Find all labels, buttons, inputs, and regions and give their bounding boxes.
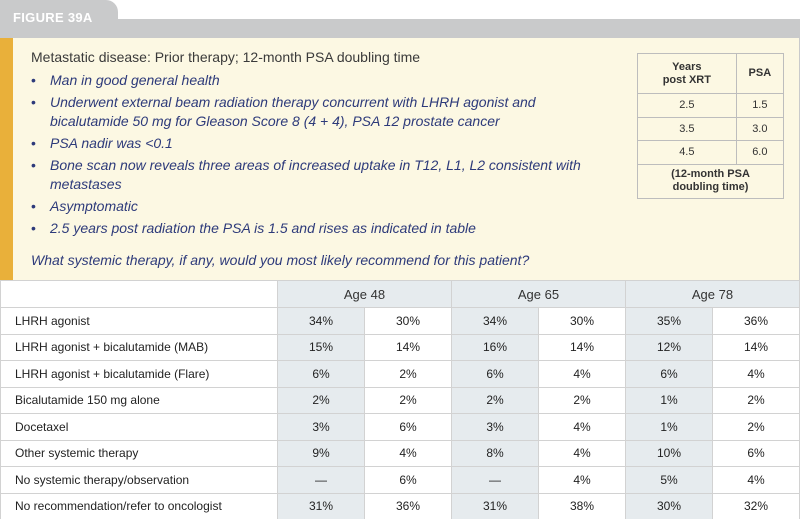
row-label: Bicalutamide 150 mg alone bbox=[1, 387, 278, 414]
table-row bbox=[1, 387, 800, 414]
table-cell: 32% bbox=[713, 493, 800, 519]
table-cell: 6% bbox=[452, 361, 539, 388]
table-row bbox=[1, 493, 800, 519]
bullet-icon: • bbox=[31, 72, 36, 88]
psa-table bbox=[637, 53, 784, 199]
table-cell: 30% bbox=[365, 308, 452, 335]
group-header-age-48: Age 48 bbox=[278, 281, 452, 308]
table-cell: 3% bbox=[452, 414, 539, 441]
bullet-icon: • bbox=[31, 198, 36, 214]
table-cell: 9% bbox=[278, 440, 365, 467]
list-item bbox=[31, 156, 591, 194]
table-cell: 4% bbox=[539, 440, 626, 467]
list-item bbox=[31, 197, 591, 216]
table-cell: 6% bbox=[365, 467, 452, 494]
table-cell: 2% bbox=[365, 387, 452, 414]
row-label: LHRH agonist bbox=[1, 308, 278, 335]
table-cell: 30% bbox=[626, 493, 713, 519]
table-cell: 6% bbox=[278, 361, 365, 388]
table-cell: — bbox=[278, 467, 365, 494]
group-header-age-78: Age 78 bbox=[626, 281, 800, 308]
row-label: Other systemic therapy bbox=[1, 440, 278, 467]
note-text: doubling time) bbox=[672, 181, 749, 193]
table-cell: 34% bbox=[278, 308, 365, 335]
table-cell: 14% bbox=[539, 334, 626, 361]
bullet-text: PSA nadir was <0.1 bbox=[50, 135, 173, 151]
case-panel bbox=[0, 38, 800, 280]
table-cell: 2.5 bbox=[638, 94, 737, 118]
table-cell: 16% bbox=[452, 334, 539, 361]
table-cell: 3.5 bbox=[638, 117, 737, 141]
bullet-icon: • bbox=[31, 94, 36, 110]
case-question: What systemic therapy, if any, would you most likely recommend for this patient? bbox=[31, 252, 530, 268]
accent-stripe bbox=[0, 38, 13, 280]
table-cell: 2% bbox=[539, 387, 626, 414]
corner-cell bbox=[1, 281, 278, 308]
table-cell: 2% bbox=[452, 387, 539, 414]
table-row bbox=[1, 414, 800, 441]
table-cell: 10% bbox=[626, 440, 713, 467]
table-cell: 14% bbox=[713, 334, 800, 361]
table-cell: 3.0 bbox=[736, 117, 783, 141]
list-item bbox=[31, 93, 591, 131]
table-cell: 8% bbox=[452, 440, 539, 467]
table-cell: 4.5 bbox=[638, 141, 737, 165]
table-cell: 15% bbox=[278, 334, 365, 361]
table-cell: 36% bbox=[713, 308, 800, 335]
table-cell: 36% bbox=[365, 493, 452, 519]
table-cell: 6.0 bbox=[736, 141, 783, 165]
list-item bbox=[31, 71, 591, 90]
case-heading: Metastatic disease: Prior therapy; 12-month PSA doubling time bbox=[31, 49, 421, 65]
table-cell: — bbox=[452, 467, 539, 494]
table-cell: 2% bbox=[713, 414, 800, 441]
bullet-text: Underwent external beam radiation therapy concurrent with LHRH agonist and bicalutamide 50 mg for Gleason Score 8 (4 + 4), PSA 12 prostate cancer bbox=[50, 94, 536, 129]
header-text: post XRT bbox=[662, 73, 711, 86]
table-row bbox=[638, 54, 784, 94]
row-label: Docetaxel bbox=[1, 414, 278, 441]
table-row bbox=[1, 361, 800, 388]
case-bullet-list bbox=[31, 71, 591, 241]
table-cell: 4% bbox=[539, 361, 626, 388]
results-table bbox=[0, 280, 800, 519]
table-cell: 34% bbox=[452, 308, 539, 335]
table-row bbox=[1, 440, 800, 467]
table-cell: 38% bbox=[539, 493, 626, 519]
table-cell: 35% bbox=[626, 308, 713, 335]
table-row bbox=[1, 467, 800, 494]
table-row bbox=[1, 308, 800, 335]
header-text: Years bbox=[672, 60, 702, 73]
note-text: (12-month PSA bbox=[671, 168, 750, 180]
table-note bbox=[638, 164, 784, 198]
table-cell: 31% bbox=[278, 493, 365, 519]
table-cell: 6% bbox=[365, 414, 452, 441]
list-item bbox=[31, 219, 591, 238]
table-cell: 1% bbox=[626, 387, 713, 414]
table-cell: 31% bbox=[452, 493, 539, 519]
table-cell: 2% bbox=[278, 387, 365, 414]
column-header: PSA bbox=[736, 54, 783, 94]
table-cell: 1.5 bbox=[736, 94, 783, 118]
table-row bbox=[638, 141, 784, 165]
table-cell: 4% bbox=[713, 361, 800, 388]
list-item bbox=[31, 134, 591, 153]
row-label: No recommendation/refer to oncologist bbox=[1, 493, 278, 519]
table-cell: 1% bbox=[626, 414, 713, 441]
bullet-text: Bone scan now reveals three areas of increased uptake in T12, L1, L2 consistent with metastases bbox=[50, 157, 581, 192]
bullet-text: Man in good general health bbox=[50, 72, 220, 88]
table-cell: 30% bbox=[539, 308, 626, 335]
bullet-icon: • bbox=[31, 157, 36, 173]
table-cell: 5% bbox=[626, 467, 713, 494]
table-row bbox=[1, 334, 800, 361]
table-cell: 4% bbox=[713, 467, 800, 494]
title-bar bbox=[0, 19, 800, 38]
figure-label: FIGURE 39A bbox=[0, 0, 118, 38]
bullet-text: Asymptomatic bbox=[50, 198, 138, 214]
column-header bbox=[638, 54, 737, 94]
row-label: No systemic therapy/observation bbox=[1, 467, 278, 494]
table-row bbox=[638, 94, 784, 118]
table-cell: 4% bbox=[539, 414, 626, 441]
table-cell: 3% bbox=[278, 414, 365, 441]
table-cell: 4% bbox=[539, 467, 626, 494]
group-header-age-65: Age 65 bbox=[452, 281, 626, 308]
table-cell: 6% bbox=[713, 440, 800, 467]
row-label: LHRH agonist + bicalutamide (MAB) bbox=[1, 334, 278, 361]
table-row bbox=[638, 117, 784, 141]
table-header-row bbox=[1, 281, 800, 308]
table-cell: 6% bbox=[626, 361, 713, 388]
row-label: LHRH agonist + bicalutamide (Flare) bbox=[1, 361, 278, 388]
bullet-icon: • bbox=[31, 135, 36, 151]
table-cell: 14% bbox=[365, 334, 452, 361]
table-cell: 4% bbox=[365, 440, 452, 467]
table-cell: 2% bbox=[713, 387, 800, 414]
bullet-icon: • bbox=[31, 220, 36, 236]
table-cell: 2% bbox=[365, 361, 452, 388]
table-cell: 12% bbox=[626, 334, 713, 361]
bullet-text: 2.5 years post radiation the PSA is 1.5 and rises as indicated in table bbox=[50, 220, 476, 236]
table-row bbox=[638, 164, 784, 198]
